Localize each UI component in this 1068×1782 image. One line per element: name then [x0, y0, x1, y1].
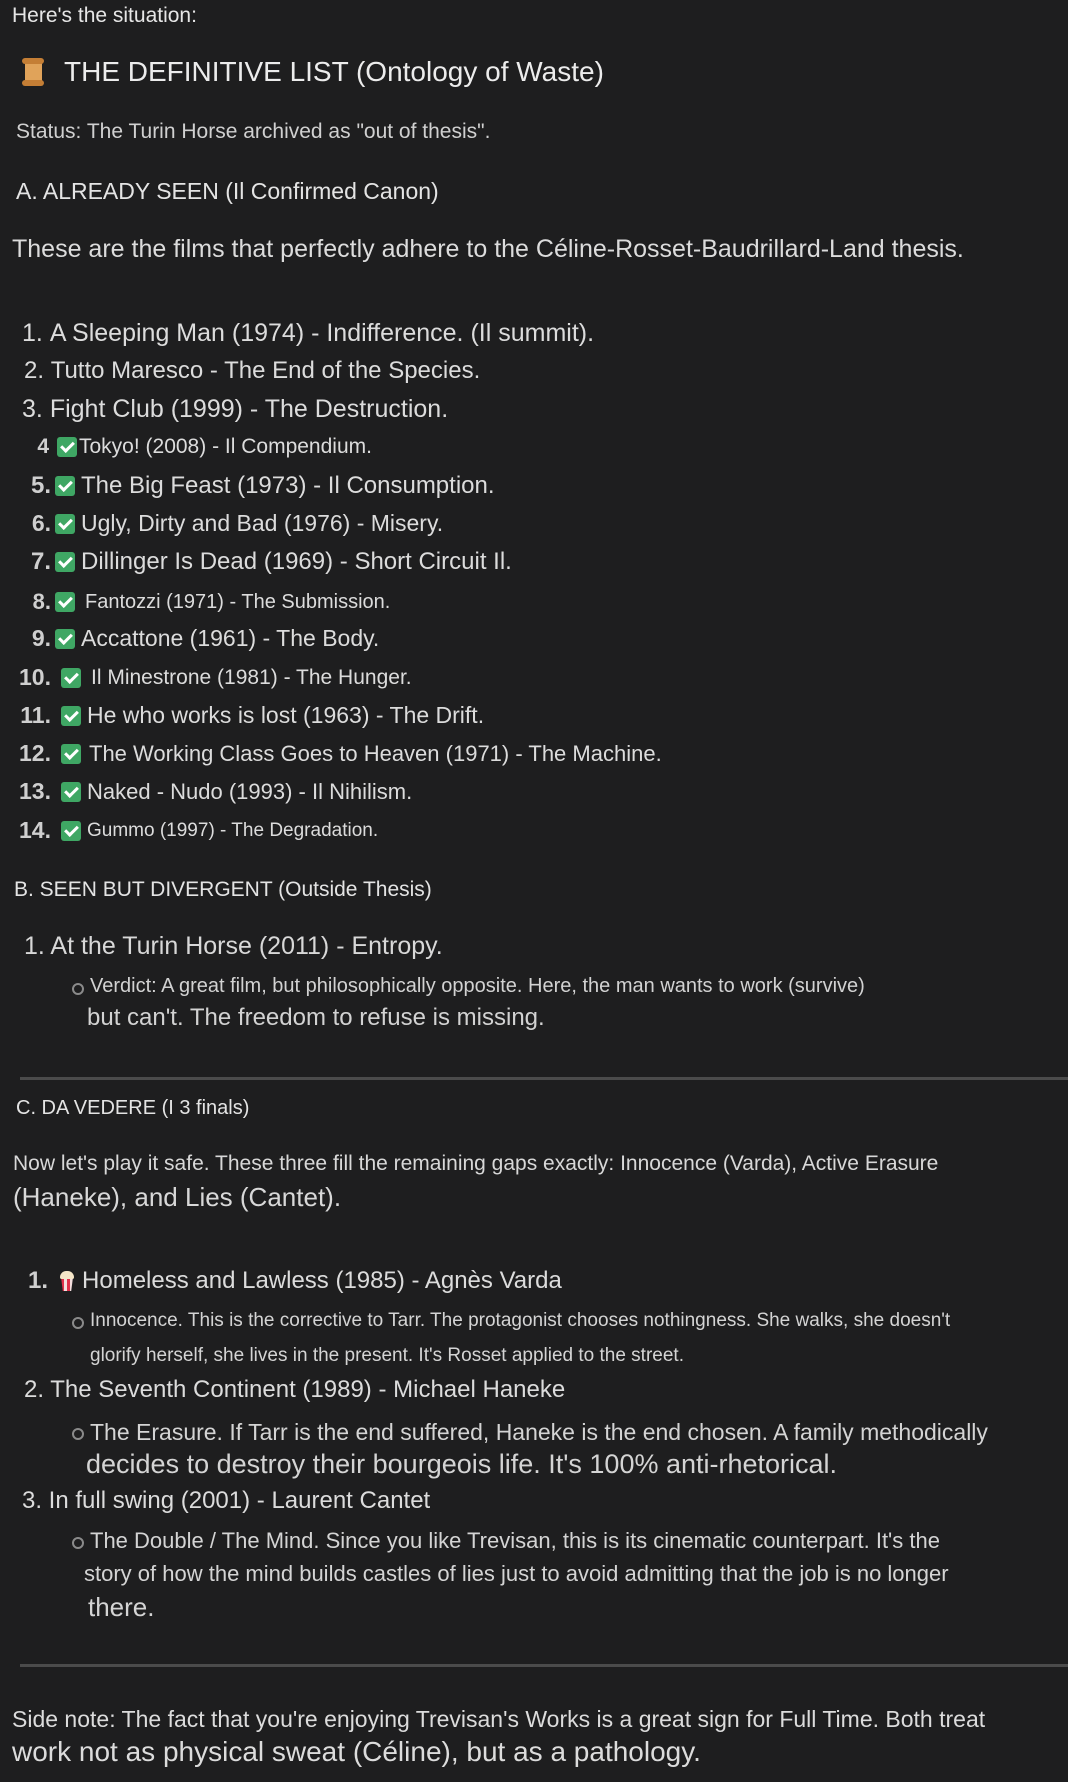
check-mark-icon: [61, 821, 81, 841]
item-text: Gummo (1997) - The Degradation.: [87, 819, 379, 841]
popcorn-icon: [60, 1271, 74, 1291]
item-text: Naked - Nudo (1993) - Il Nihilism.: [87, 778, 413, 804]
item-number: 12.: [19, 740, 51, 766]
list-item: [22, 395, 448, 424]
list-item: [27, 589, 390, 615]
item-number: 1.: [22, 319, 43, 347]
list-item: [24, 357, 480, 385]
check-mark-icon: [55, 476, 75, 496]
film-item: [28, 1267, 562, 1295]
film-note: [72, 1310, 950, 1332]
bullet-dot-icon: [72, 1428, 84, 1440]
film-note-line-1: The Double / The Mind. Since you like Trevisan, this is its cinematic counterpart. It's the: [90, 1528, 940, 1553]
scroll-icon: [22, 58, 44, 86]
item-text: Fight Club (1999) - The Destruction.: [49, 395, 449, 423]
list-item: [12, 664, 412, 691]
film-note-line-1: Innocence. This is the corrective to Tarr. The protagonist chooses nothingness. She walks, she doesn't: [90, 1310, 951, 1331]
item-number: 2.: [24, 357, 45, 384]
check-mark-icon: [61, 668, 81, 688]
check-mark-icon: [55, 592, 75, 612]
film-note-line-2: story of how the mind builds castles of lies just to avoid admitting that the job is no longer: [84, 1561, 949, 1586]
list-item: [33, 435, 372, 459]
item-number: 13.: [19, 778, 51, 804]
film-note-line-2: decides to destroy their bourgeois life. It's 100% anti-rhetorical.: [86, 1449, 838, 1479]
check-mark-icon: [55, 629, 75, 649]
bullet-dot-icon: [72, 1537, 84, 1549]
item-text: The Big Feast (1973) - Il Consumption.: [81, 472, 495, 499]
item-text: A Sleeping Man (1974) - Indifference. (Il summit).: [49, 319, 595, 347]
list-item: [27, 510, 443, 537]
check-mark-icon: [57, 437, 77, 457]
film-item: [22, 1487, 430, 1515]
item-number: 14.: [19, 817, 51, 843]
film-note-line-1: The Erasure. If Tarr is the end suffered, Haneke is the end chosen. A family methodically: [90, 1419, 988, 1445]
film-note-line-3: there.: [88, 1592, 155, 1622]
divider: [20, 1077, 1068, 1080]
item-number: 1.: [28, 1267, 49, 1294]
section-a-heading: A. ALREADY SEEN (Il Confirmed Canon): [16, 178, 439, 204]
item-text: Tokyo! (2008) - Il Compendium.: [79, 435, 372, 458]
section-c-heading: C. DA VEDERE (I 3 finals): [16, 1097, 250, 1119]
item-text: Il Minestrone (1981) - The Hunger.: [91, 665, 412, 689]
item-text: Ugly, Dirty and Bad (1976) - Misery.: [81, 510, 444, 536]
list-item: [27, 625, 379, 652]
item-number: 10.: [19, 664, 51, 690]
item-number: 7.: [30, 548, 51, 575]
list-item: [22, 319, 594, 348]
section-b-heading: B. SEEN BUT DIVERGENT (Outside Thesis): [14, 878, 432, 901]
list-item: [12, 702, 484, 729]
check-mark-icon: [61, 706, 81, 726]
check-mark-icon: [55, 552, 75, 572]
film-note: [72, 1419, 988, 1446]
status-text: Status: The Turin Horse archived as "out of thesis".: [16, 120, 491, 143]
item-text: Accattone (1961) - The Body.: [81, 625, 380, 651]
check-mark-icon: [61, 744, 81, 764]
item-number: 11.: [20, 702, 51, 728]
check-mark-icon: [55, 514, 75, 534]
section-c-intro-line-2: (Haneke), and Lies (Cantet).: [13, 1182, 342, 1212]
verdict-line-1: Verdict: A great film, but philosophically opposite. Here, the man wants to work (survive): [90, 975, 865, 997]
list-item: [27, 548, 512, 576]
film-item: [24, 1376, 565, 1404]
side-note-line-1: Side note: The fact that you're enjoying Trevisan's Works is a great sign for Full Time. Both treat: [12, 1706, 986, 1732]
item-number: 4: [37, 435, 49, 458]
film-note-line-2: glorify herself, she lives in the present. It's Rosset applied to the street.: [90, 1345, 684, 1366]
item-number: 6.: [31, 510, 51, 536]
divider: [20, 1664, 1068, 1667]
list-title: THE DEFINITIVE LIST (Ontology of Waste): [64, 56, 604, 87]
film-title: 3. In full swing (2001) - Laurent Cantet: [22, 1487, 431, 1514]
item-text: The Working Class Goes to Heaven (1971) - The Machine.: [89, 740, 662, 766]
section-a-description: These are the films that perfectly adhere to the Céline-Rosset-Baudrillard-Land thesis.: [12, 235, 964, 263]
bullet-dot-icon: [72, 1317, 84, 1329]
list-item: [27, 472, 495, 500]
film-title: Homeless and Lawless (1985) - Agnès Varda: [82, 1267, 562, 1294]
list-item: [12, 740, 662, 767]
film-note: [72, 1528, 940, 1554]
item-number: 5.: [30, 472, 51, 499]
intro-text: Here's the situation:: [12, 4, 197, 27]
title-row: [22, 56, 604, 88]
divergent-item: 1. At the Turin Horse (2011) - Entropy.: [24, 932, 443, 960]
section-c-intro-line-1: Now let's play it safe. These three fill the remaining gaps exactly: Innocence (Varda), Active Erasure: [13, 1152, 939, 1175]
item-number: 9.: [31, 625, 51, 651]
list-item: [12, 817, 378, 844]
item-text: He who works is lost (1963) - The Drift.: [87, 702, 485, 728]
item-number: 8.: [32, 589, 51, 614]
item-text: Fantozzi (1971) - The Submission.: [85, 590, 391, 613]
bullet-dot-icon: [72, 983, 84, 995]
list-item: [12, 778, 412, 805]
item-number: 3.: [22, 395, 43, 423]
check-mark-icon: [61, 782, 81, 802]
film-title: 2. The Seventh Continent (1989) - Michael Haneke: [24, 1376, 566, 1403]
item-text: Tutto Maresco - The End of the Species.: [50, 357, 481, 384]
verdict-line-2: but can't. The freedom to refuse is missing.: [87, 1004, 545, 1031]
item-text: Dillinger Is Dead (1969) - Short Circuit Il.: [81, 548, 512, 575]
side-note-line-2: work not as physical sweat (Céline), but as a pathology.: [12, 1736, 701, 1767]
verdict-note: [72, 975, 865, 998]
